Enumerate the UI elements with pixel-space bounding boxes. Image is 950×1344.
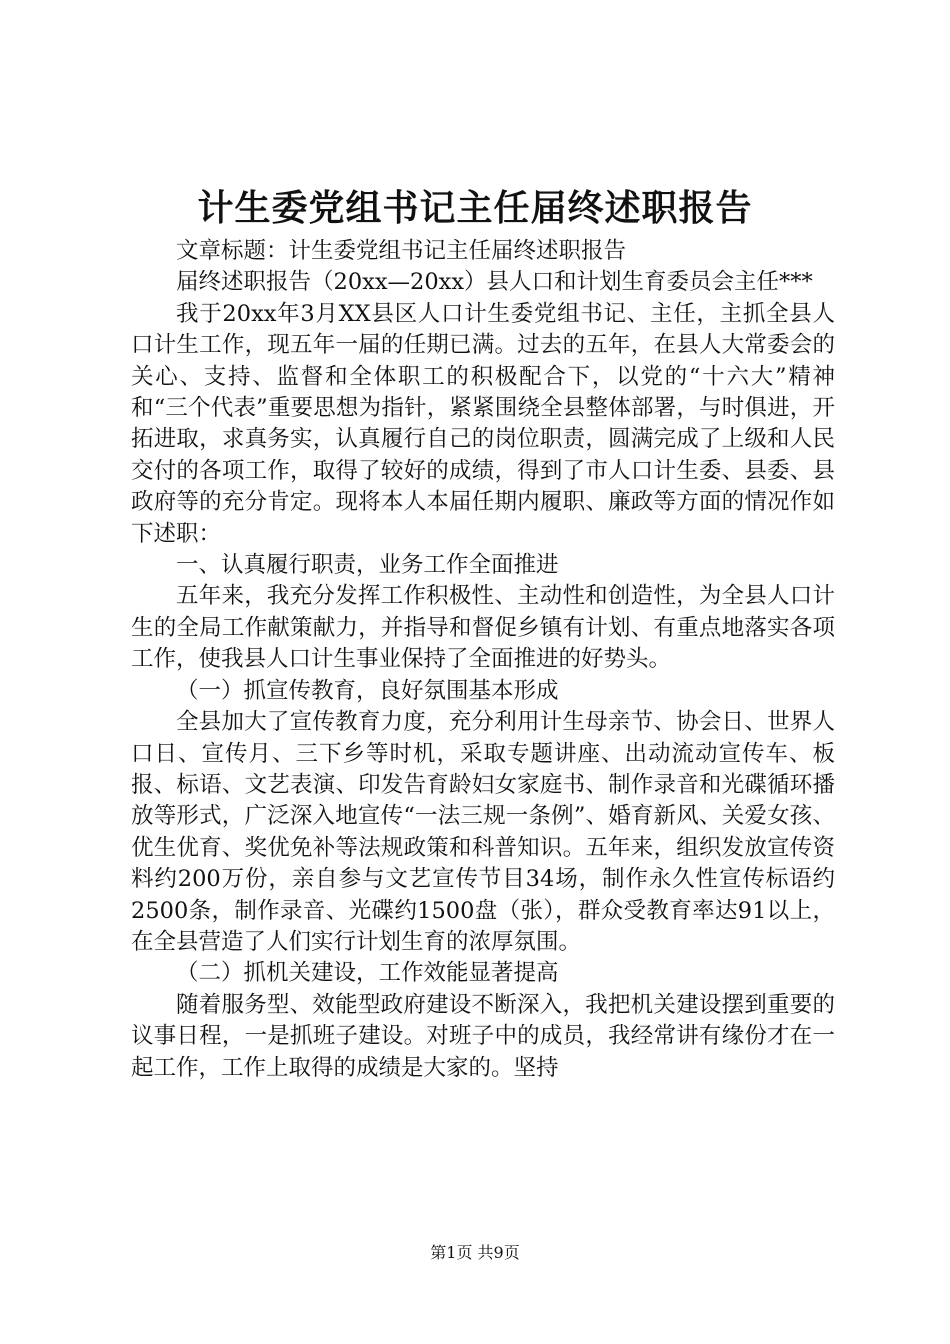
- page-number: 第1页 共9页: [430, 1243, 520, 1262]
- subsection-1-paragraph: 全县加大了宣传教育力度，充分利用计生母亲节、协会日、世界人口日、宣传月、三下乡等时机，采取专题讲座、出动流动宣传车、板报、标语、文艺表演、印发告育龄妇女家庭书、制作录音和光碟循环播放等形式，广泛深入地宣传“一法三规一条例”、婚育新风、关爱女孩、优生优育、奖优免补等法规政策和科普知识。五年来，组织发放宣传资料约200万份，亲自参与文艺宣传节目34场，制作永久性宣传标语约2500条，制作录音、光碟约1500盘（张），群众受教育率达91以上，在全县营造了人们实行计划生育的浓厚氛围。: [131, 709, 835, 955]
- report-heading-line: 届终述职报告（20xx—20xx）县人口和计划生育委员会主任***: [176, 269, 813, 296]
- section-1-paragraph: 五年来，我充分发挥工作积极性、主动性和创造性，为全县人口计生的全局工作献策献力，并指导和督促乡镇有计划、有重点地落实各项工作，使我县人口计生事业保持了全面推进的好势头。: [131, 583, 835, 673]
- subsection-2-paragraph: 随着服务型、效能型政府建设不断深入，我把机关建设摆到重要的议事日程，一是抓班子建设。对班子中的成员，我经常讲有缘份才在一起工作，工作上取得的成绩是大家的。坚持: [131, 991, 835, 1081]
- intro-paragraph: 我于20xx年3月XX县区人口计生委党组书记、主任，主抓全县人口计生工作，现五年一届的任期已满。过去的五年，在县人大常委会的关心、支持、监督和全体职工的积极配合下，以党的“十六大”精神和“三个代表”重要思想为指针，紧紧围绕全县整体部署，与时俱进，开拓进取，求真务实，认真履行自己的岗位职责，圆满完成了上级和人民交付的各项工作，取得了较好的成绩，得到了市人口计生委、县委、县政府等的充分肯定。现将本人本届任期内履职、廉政等方面的情况作如下述职：: [131, 300, 835, 547]
- subsection-heading-1: （一）抓宣传教育，良好氛围基本形成: [176, 677, 559, 704]
- document-title: 计生委党组书记主任届终述职报告: [197, 187, 753, 229]
- document-body: [131, 236, 835, 1084]
- subsection-heading-2: （二）抓机关建设，工作效能显著提高: [176, 960, 559, 987]
- article-title-line: 文章标题：计生委党组书记主任届终述职报告: [176, 238, 627, 264]
- section-heading-1: 一、认真履行职责，业务工作全面推进: [176, 552, 559, 579]
